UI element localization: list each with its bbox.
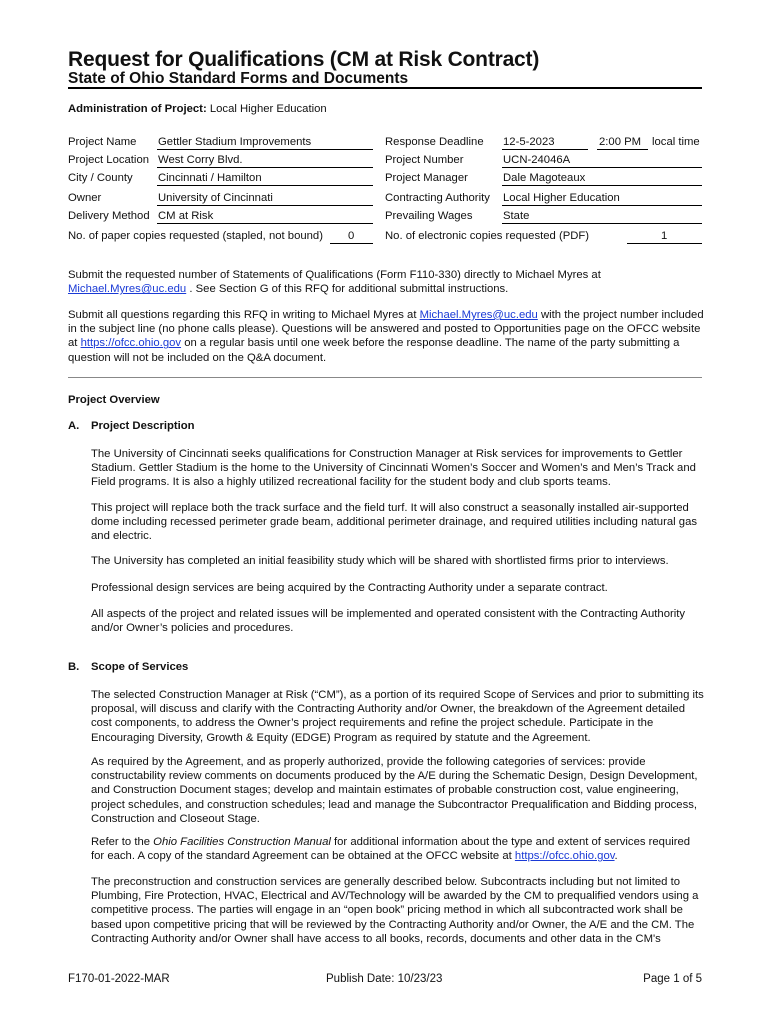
owner-field: University of Cincinnati bbox=[157, 190, 373, 206]
footer-publish-date: Publish Date: 10/23/23 bbox=[326, 973, 443, 985]
email-link[interactable]: Michael.Myres@uc.edu bbox=[68, 283, 187, 296]
section-b-letter: B. bbox=[68, 661, 80, 673]
paper-copies-field: 0 bbox=[330, 228, 373, 244]
section-a-paragraph: Professional design services are being acquired by the Contracting Authority under a separate contract. bbox=[91, 582, 608, 594]
section-b-paragraph: The selected Construction Manager at Risk (“CM”), as a portion of its required Scope of Services and prior to submitting its proposal, will discuss and clarify with the Contracting Authority and/or Owner, the breakdown of the Agreement detailed cost components, to address the Owner’s project requirements and refine the project schedule. Participate in the Encouraging Diversity, Growth & Equity (EDGE) Program as required by statute and the Agreement. bbox=[91, 689, 704, 744]
project-overview-heading: Project Overview bbox=[68, 394, 160, 406]
project-location-field: West Corry Blvd. bbox=[157, 152, 373, 168]
ofcc-website-link[interactable]: https://ofcc.ohio.gov bbox=[514, 850, 615, 863]
section-b-heading: Scope of Services bbox=[91, 661, 189, 673]
section-a-paragraph: This project will replace both the track surface and the field turf. It will also construct a seasonally installed air-supported dome including recessed perimeter grade beam, additional perimeter drainage, and required utilities including natural gas and electric. bbox=[91, 502, 697, 543]
ofcc-website-link[interactable]: https://ofcc.ohio.gov bbox=[80, 337, 182, 350]
section-a-heading: Project Description bbox=[91, 420, 195, 432]
electronic-copies-label: No. of electronic copies requested (PDF) bbox=[385, 230, 590, 242]
project-manager-field: Dale Magoteaux bbox=[502, 170, 702, 186]
owner-label: Owner bbox=[68, 192, 102, 204]
section-b-paragraph: As required by the Agreement, and as properly authorized, provide the following categories of services: provide constructability review comments on documents produced by the A/E during the Schematic Design, Design Development, and Construction Document stages; develop and maintain estimates of probable construction cost, value engineering, project schedules, and construction schedules; lead and manage the Subcontractor Prequalification and Bidding process, Construction and Closeout Stage. bbox=[91, 756, 698, 825]
email-link[interactable]: Michael.Myres@uc.edu bbox=[419, 309, 538, 321]
submission-paragraph: Submit the requested number of Statements of Qualifications (Form F110-330) directly to Michael Myres at Michael.Myres@uc.edu . See Section G of this RFQ for additional submittal instructions. bbox=[68, 269, 601, 296]
administration-label: Administration of Project: bbox=[68, 103, 207, 115]
footer-page-number: Page 1 of 5 bbox=[643, 973, 702, 985]
footer-form-id: F170-01-2022-MAR bbox=[68, 973, 170, 985]
project-location-label: Project Location bbox=[68, 154, 150, 166]
section-a-paragraph: The University has completed an initial feasibility study which will be shared with shortlisted firms prior to interviews. bbox=[91, 555, 669, 567]
page-title: Request for Qualifications (CM at Risk Contract) bbox=[68, 48, 540, 71]
administration-value: Local Higher Education bbox=[209, 103, 327, 115]
contracting-authority-field: Local Higher Education bbox=[502, 190, 702, 206]
section-a-paragraph: The University of Cincinnati seeks qualifications for Construction Manager at Risk services for improvements to Gettler Stadium. Gettler Stadium is the home to the University of Cincinnati Women’s Soccer and Women’s and Men’s Track and Field programs. It is also a highly utilized recreational facility for the student body and club sports teams. bbox=[91, 448, 696, 489]
section-b-paragraph: The preconstruction and construction services are generally described below. Subcontracts including but not limited to Plumbing, Fire Protection, HVAC, Electrical and AV/Technology will be awarded by the CM to prequalified vendors using a competitive process. The parties will engage in an “open book” pricing method in which all subcontracted work shall be based upon competitive pricing that will be reviewed by the Contracting Authority and/or Owner, the A/E and the CM. The Contracting Authority and/or Owner shall have access to all books, records, documents and other data in the CM's bbox=[91, 876, 699, 945]
section-b-paragraph: Refer to the Ohio Facilities Construction Manual for additional information about the type and extent of services required for each. A copy of the standard Agreement can be obtained at the OFCC website at https://ofcc.ohio.gov. bbox=[91, 836, 691, 863]
project-number-field: UCN-24046A bbox=[502, 152, 702, 168]
section-a-letter: A. bbox=[68, 420, 80, 432]
project-number-label: Project Number bbox=[385, 154, 464, 166]
delivery-method-field: CM at Risk bbox=[157, 208, 373, 224]
contracting-authority-label: Contracting Authority bbox=[385, 192, 490, 204]
electronic-copies-field: 1 bbox=[627, 228, 702, 244]
delivery-method-label: Delivery Method bbox=[68, 210, 150, 222]
response-deadline-label: Response Deadline bbox=[385, 136, 484, 148]
section-divider bbox=[68, 377, 702, 378]
administration-line bbox=[68, 103, 327, 115]
page-subtitle: State of Ohio Standard Forms and Documents bbox=[68, 70, 409, 87]
project-name-field: Gettler Stadium Improvements bbox=[157, 134, 373, 150]
prevailing-wages-label: Prevailing Wages bbox=[385, 210, 473, 222]
section-a-paragraph: All aspects of the project and related issues will be implemented and operated consistent with the Contracting Authority and/or Owner’s policies and procedures. bbox=[91, 608, 686, 635]
city-county-field: Cincinnati / Hamilton bbox=[157, 170, 373, 186]
response-deadline-date-field: 12-5-2023 bbox=[502, 134, 588, 150]
header-rule bbox=[68, 87, 702, 89]
city-county-label: City / County bbox=[68, 172, 133, 184]
prevailing-wages-field: State bbox=[502, 208, 702, 224]
project-manager-label: Project Manager bbox=[385, 172, 468, 184]
project-name-label: Project Name bbox=[68, 136, 137, 148]
response-deadline-time-field: 2:00 PM bbox=[597, 134, 648, 150]
questions-paragraph: Submit all questions regarding this RFQ in writing to Michael Myres at Michael.Myres@uc.edu with the project number included in the subject line (no phone calls please). Questions will be answered and posted to Opportunities page on the OFCC website at https://ofcc.ohio.gov on a regular basis until one week before the response deadline. The name of the party submitting a question will not be included on the Q&A document. bbox=[68, 309, 704, 364]
paper-copies-label: No. of paper copies requested (stapled, not bound) bbox=[68, 230, 323, 242]
local-time-label: local time bbox=[652, 136, 700, 148]
